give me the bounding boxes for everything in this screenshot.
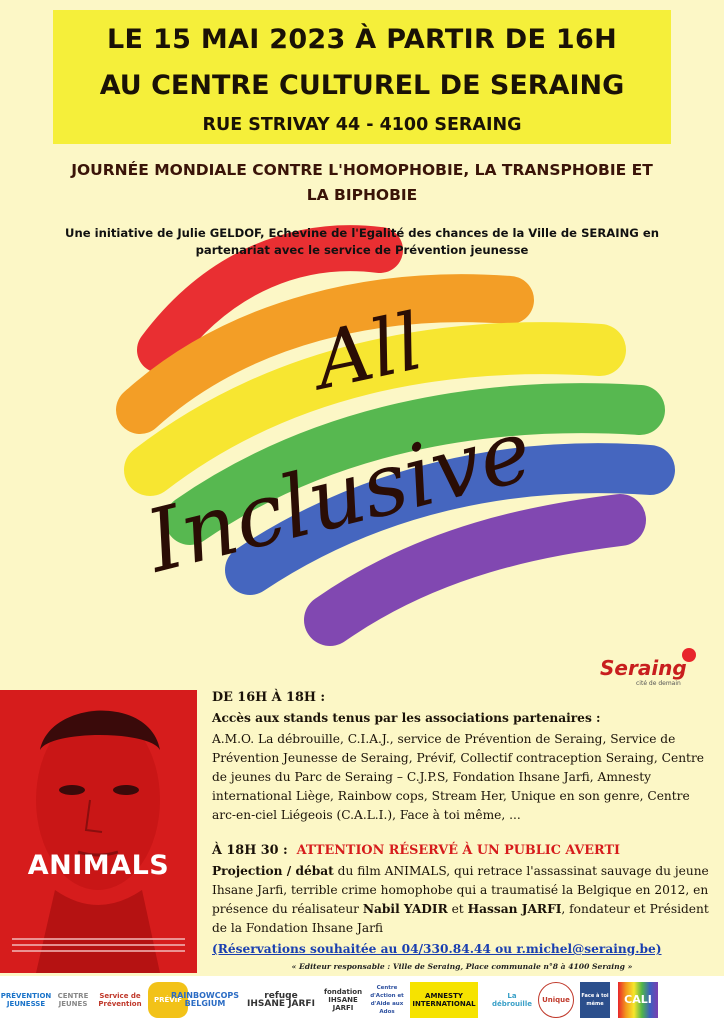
- partner-logo-rainbowcops: RAINBOWCOPS BELGIUM: [170, 991, 240, 1008]
- slot2-heading: À 18H 30 :: [212, 843, 288, 858]
- movie-poster-portrait: [10, 690, 185, 973]
- program: [212, 688, 712, 961]
- editor-responsable: « Editeur responsable : Ville de Seraing, Place communale n°8 à 4100 Seraing »: [291, 962, 633, 971]
- movie-poster-credits: [12, 938, 185, 962]
- subtitle-line-1: JOURNÉE MONDIALE CONTRE L'HOMOPHOBIE, LA TRANSPHOBIE ET: [71, 161, 653, 179]
- partner-logo-prevention-jeunesse: PRÉVENTION JEUNESSE: [0, 992, 52, 1008]
- slot2-director: Nabil YADIR: [362, 902, 448, 916]
- partner-logo-service-prevention: Service de Prévention: [98, 992, 142, 1008]
- event-date: LE 15 MAI 2023 À PARTIR DE 16H: [107, 24, 617, 55]
- event-address: RUE STRIVAY 44 - 4100 SERAING: [202, 115, 522, 135]
- partner-logo-previf: PRÉVIF: [148, 982, 188, 1018]
- slot2-text-1: du film ANIMALS, qui retrace l'assassinat sauvage du jeune Ihsane Jarfi, terrible crime homophobe qui a traumatisé la Belgique en 2012, en présence du réalisateur: [212, 864, 709, 916]
- partner-logos: [0, 976, 724, 1024]
- rainbow-heart-artwork: [80, 200, 680, 660]
- header-banner: [53, 10, 671, 144]
- artwork-word-all: All: [307, 297, 431, 408]
- seraing-logo-name: Seraing: [600, 656, 687, 680]
- slot2-founder: Hassan JARFI: [467, 902, 562, 916]
- event-venue: AU CENTRE CULTUREL DE SERAING: [99, 70, 625, 101]
- slot1-heading: DE 16H À 18H :: [212, 690, 326, 705]
- initiative-line-2: partenariat avec le service de Prévention jeunesse: [195, 243, 529, 257]
- subtitle-line-2: LA BIPHOBIE: [306, 186, 418, 204]
- initiative-text: [20, 225, 704, 259]
- slot1-intro-post: tenus par les associations partenaires :: [328, 711, 601, 725]
- partner-logo-face-a-toi-meme: Face à toi même: [580, 982, 610, 1018]
- partner-logo-centre-jeunes: CENTRE JEUNES: [57, 992, 89, 1008]
- partner-logo-amnesty: AMNESTY INTERNATIONAL: [410, 982, 478, 1018]
- slot1-intro-pre: Accès aux: [212, 711, 284, 725]
- partner-logo-fondation-jarfi: fondation IHSANE JARFI: [323, 988, 363, 1012]
- slot2-warning: ATTENTION RÉSERVÉ À UN PUBLIC AVERTI: [296, 843, 620, 858]
- artwork-word-inclusive: Inclusive: [137, 400, 542, 593]
- slot1-partner-list: A.M.O. La débrouille, C.I.A.J., service de Prévention de Seraing, Service de Prévention Jeunesse de Seraing, Prévif, Collectif contraception Seraing, Centre de jeunes du Parc de Seraing – C.J.P.S, Fondation Ihsane Jarfi, Amnesty international Liège, Rainbow cops, Stream Her, Unique en son genre, Centre arc-en-ciel Liégeois (C.A.L.I.), Face à toi même, ...: [212, 732, 704, 822]
- slot2-description: [212, 862, 712, 938]
- slot1-intro: [212, 709, 712, 728]
- slot2-label: Projection / débat: [212, 864, 334, 878]
- partner-logo-unique: Unique: [538, 982, 574, 1018]
- partner-logo-la-debrouille: La débrouille: [492, 992, 532, 1008]
- partner-logo-ciaj: Centre d'Action et d'Aide aux Ados: [370, 985, 404, 1015]
- movie-title: ANIMALS: [27, 850, 170, 881]
- movie-poster: [0, 690, 197, 973]
- slot1-intro-bold: stands: [283, 711, 329, 725]
- partner-logo-refuge: refuge IHSANE JARFI: [247, 991, 315, 1009]
- slot2-text-2: , fondateur et Président de la Fondation Ihsane Jarfi: [212, 902, 709, 935]
- slot2-heading-row: [212, 841, 712, 860]
- partner-logo-cali: CALI: [618, 982, 658, 1018]
- reservation-link[interactable]: (Réservations souhaitée au 04/330.84.44 ou r.michel@seraing.be): [212, 942, 662, 956]
- initiative-line-1: Une initiative de Julie GELDOF, Echevine de l'Egalité des chances de la Ville de SERAING en: [65, 226, 659, 240]
- slot2-and: et: [447, 902, 468, 916]
- seraing-logo-tagline: cité de demain: [636, 680, 681, 687]
- seraing-logo: [596, 643, 706, 689]
